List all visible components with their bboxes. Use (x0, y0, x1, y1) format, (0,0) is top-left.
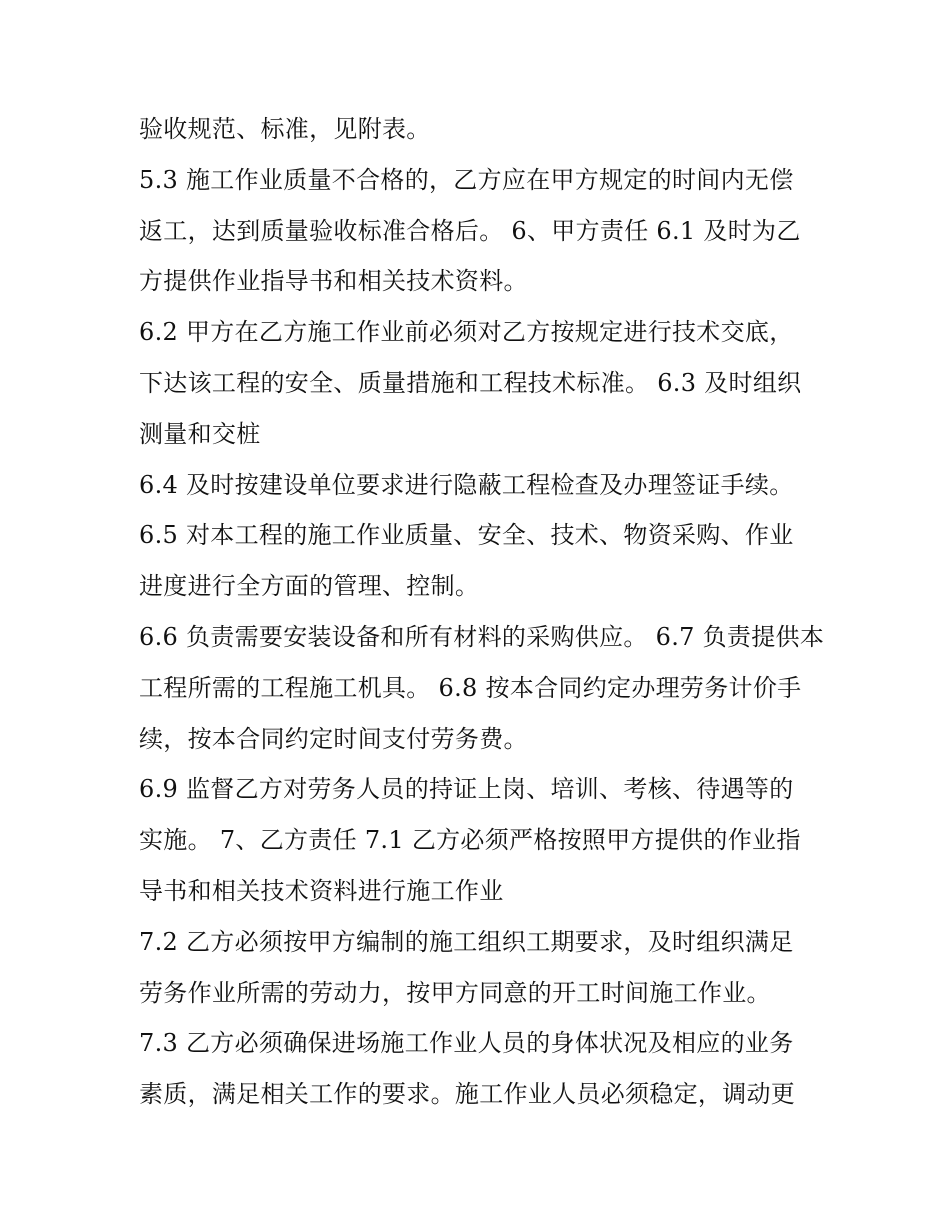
text-line: 方提供作业指导书和相关技术资料。 (139, 267, 528, 296)
text-line: 7.3 乙方必须确保进场施工作业人员的身体状况及相应的业务 (139, 1029, 794, 1058)
text-line: 返工，达到质量验收标准合格后。 6、甲方责任 6.1 及时为乙 (139, 216, 801, 245)
text-line: 6.9 监督乙方对劳务人员的持证上岗、培训、考核、待遇等的 (139, 775, 794, 804)
text-line: 验收规范、标准，见附表。 (139, 115, 431, 143)
text-line: 导书和相关技术资料进行施工作业 (139, 876, 504, 905)
text-line: 7.2 乙方必须按甲方编制的施工组织工期要求，及时组织满足 (139, 927, 794, 956)
text-line: 5.3 施工作业质量不合格的，乙方应在甲方规定的时间内无偿 (139, 165, 794, 194)
text-line: 续，按本合同约定时间支付劳务费。 (139, 724, 528, 753)
contract-text-body (139, 108, 825, 1124)
text-line: 下达该工程的安全、质量措施和工程技术标准。 6.3 及时组织 (139, 368, 802, 397)
text-line: 实施。 7、乙方责任 7.1 乙方必须严格按照甲方提供的作业指 (139, 826, 801, 855)
text-line: 6.5 对本工程的施工作业质量、安全、技术、物资采购、作业 (139, 521, 794, 550)
text-line: 测量和交桩 (139, 419, 261, 448)
text-line: 劳务作业所需的劳动力，按甲方同意的开工时间施工作业。 (139, 978, 771, 1007)
text-line: 6.2 甲方在乙方施工作业前必须对乙方按规定进行技术交底， (139, 318, 794, 347)
text-line: 素质，满足相关工作的要求。施工作业人员必须稳定，调动更 (139, 1080, 796, 1109)
text-line: 6.6 负责需要安装设备和所有材料的采购供应。 6.7 负责提供本 (139, 622, 825, 651)
text-line: 工程所需的工程施工机具。 6.8 按本合同约定办理劳务计价手 (139, 673, 802, 702)
text-line: 6.4 及时按建设单位要求进行隐蔽工程检查及办理签证手续。 (139, 470, 794, 499)
text-line: 进度进行全方面的管理、控制。 (139, 572, 480, 601)
